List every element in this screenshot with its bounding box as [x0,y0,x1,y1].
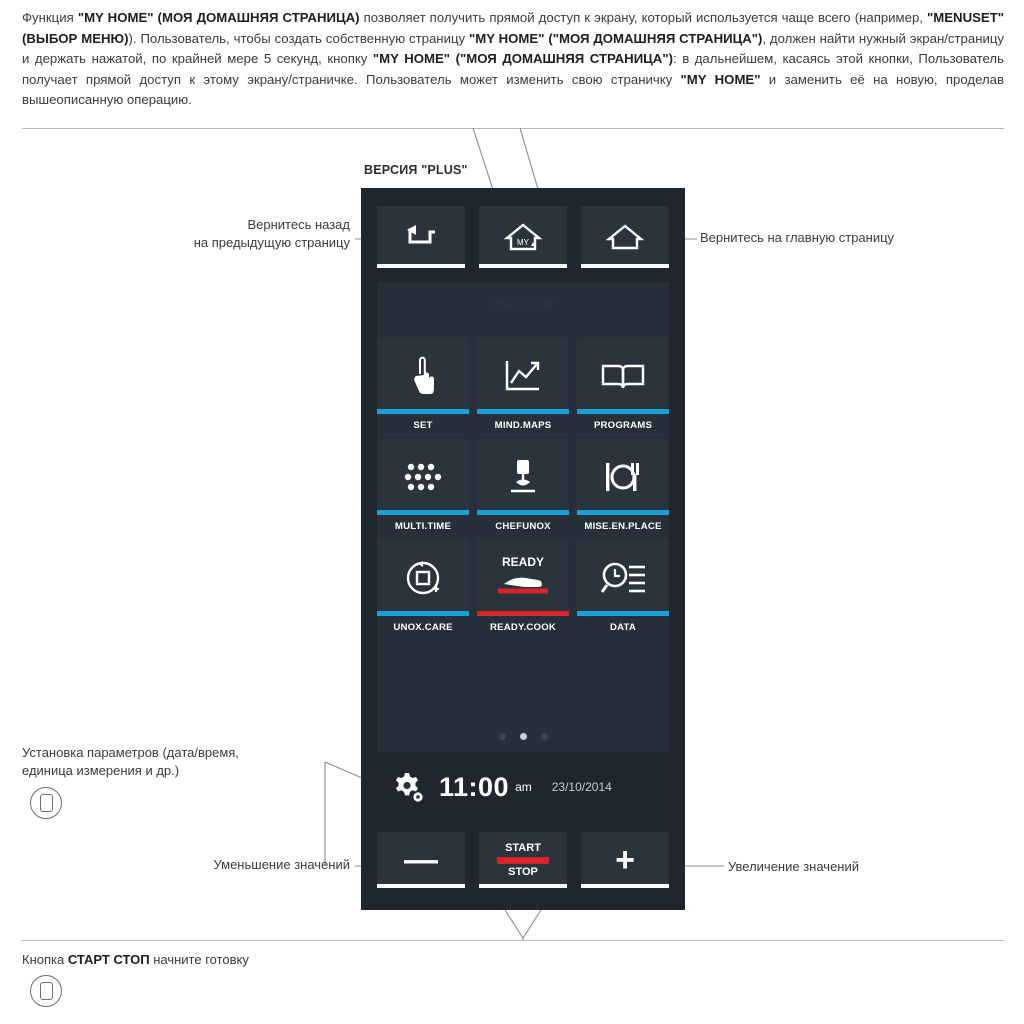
app-tile-grid [377,338,669,633]
page-dot[interactable] [499,733,506,740]
my-home-button-underline [479,264,567,268]
chef-probe-icon [506,457,540,497]
back-button-underline [377,264,465,268]
tile-label: CHEFUNOX [495,521,551,532]
start-stop-icon [497,842,549,879]
tile-label: SET [413,420,433,431]
tile-art [377,439,469,515]
increase-button-underline [581,884,669,888]
tile-accent-bar [577,611,669,616]
callout-back-line1: Вернитесь назад [247,217,350,232]
page-dot[interactable] [541,733,548,740]
page-indicator[interactable] [361,733,685,740]
gear-icon [391,770,425,804]
touch-hand-inner [40,982,53,1000]
callout-increase: Увеличение значений [728,859,860,874]
divider-bottom [22,940,1004,941]
tile-accent-bar [577,409,669,414]
stop-label: STOP [508,865,538,878]
page-dot-active[interactable] [520,733,527,740]
home-button[interactable] [581,206,669,268]
start-label: START [505,841,541,854]
watermark: UNOX.COM [491,300,555,311]
tile-art [477,540,569,616]
tile-programs[interactable] [577,338,669,431]
callout-decrease: Уменьшение значений [213,857,350,872]
tile-label: READY.COOK [490,622,556,633]
callout-settings-line1: Установка параметров (дата/время, [22,745,239,760]
tile-label: DATA [609,622,637,633]
clock-meridiem: am [515,780,532,794]
tile-label: MULTI.TIME [394,521,452,532]
callout-start-stop: Кнопка СТАРТ СТОП начните готовку [22,952,249,967]
tile-art [577,439,669,515]
touch-hand-inner [40,794,53,812]
start-stop-button[interactable] [479,832,567,888]
callout-settings [22,744,322,780]
nav-button-row [377,206,669,268]
ready-hand-icon [490,552,556,604]
clock-time: 11:00 [439,771,510,802]
svg-text:MY: MY [517,238,529,247]
decrease-button[interactable] [377,832,465,888]
status-bar [377,763,669,811]
start-stop-red-bar [497,857,549,864]
tile-set[interactable] [377,338,469,431]
tile-label: MISE.EN.PLACE [584,521,662,532]
tile-art [377,540,469,616]
bottom-control-row [377,832,669,888]
callout-settings-line2: единица измерения и др.) [22,763,180,778]
my-home-button[interactable] [479,206,567,268]
tile-accent-bar [377,409,469,414]
tile-accent-bar [477,510,569,515]
return-arrow-icon [404,224,438,250]
tile-multi-time[interactable] [377,439,469,532]
tile-art [477,338,569,414]
tile-accent-bar [577,510,669,515]
version-label: ВЕРСИЯ "PLUS" [364,163,468,177]
tile-ready-cook[interactable] [477,540,569,633]
start-stop-button-underline [479,884,567,888]
tile-label: PROGRAMS [593,420,653,431]
tile-accent-bar [477,409,569,414]
tile-art [377,338,469,414]
tile-art [577,338,669,414]
tile-accent-bar [477,611,569,616]
increase-button[interactable] [581,832,669,888]
tile-mind-maps[interactable] [477,338,569,431]
tile-accent-bar [377,510,469,515]
open-book-icon [600,360,646,392]
tile-art [477,439,569,515]
control-panel-device [361,188,685,910]
callout-home: Вернитесь на главную страницу [700,230,895,245]
chart-line-icon [502,358,544,394]
settings-button[interactable] [377,770,439,804]
tile-accent-bar [377,611,469,616]
touch-hand-icon [30,787,62,819]
decrease-button-underline [377,884,465,888]
dots-grid-icon [401,460,445,494]
care-cycle-icon [403,558,443,598]
tile-chefunox[interactable] [477,439,569,532]
plate-cutlery-icon [601,460,645,494]
clock-date: 23/10/2014 [551,780,612,794]
plus-icon: + [615,841,635,879]
svg-text:READY: READY [501,555,545,569]
tile-art [577,540,669,616]
data-search-list-icon [599,559,647,597]
touch-hand-icon [30,975,62,1007]
tile-mise-en-place[interactable] [577,439,669,532]
home-button-underline [581,264,669,268]
callout-back [120,216,350,252]
tile-unox-care[interactable] [377,540,469,633]
minus-icon: — [404,841,438,879]
tile-data[interactable] [577,540,669,633]
back-button[interactable] [377,206,465,268]
tile-label: UNOX.CARE [393,622,453,633]
callout-back-line2: на предыдущую страницу [193,235,350,250]
home-icon [606,222,644,252]
divider-top [22,128,1004,129]
my-home-icon [504,222,542,252]
hand-touch-icon [406,356,440,396]
intro-paragraph: Функция "MY HOME" (МОЯ ДОМАШНЯЯ СТРАНИЦА) позволяет получить прямой доступ к экрану, который используется чаще всего (например, "MENUSET" (ВЫБОР МЕНЮ)). Пользователь, чтобы создать собственную страницу "MY HOME" ("МОЯ ДОМАШНЯЯ СТРАНИЦА"), должен найти нужный экран/страницу и держать нажатой, по крайней мере 5 секунд, кнопку "MY HOME" ("МОЯ ДОМАШНЯЯ СТРАНИЦА"): в дальнейшем, касаясь этой кнопки, Пользователь получает прямой доступ к этому экрану/страничке. Пользователь может изменить свою страничку "MY HOME" и заменить её на новую, проделав вышеописанную операцию. [22,10,1005,107]
tile-label: MIND.MAPS [494,420,552,431]
